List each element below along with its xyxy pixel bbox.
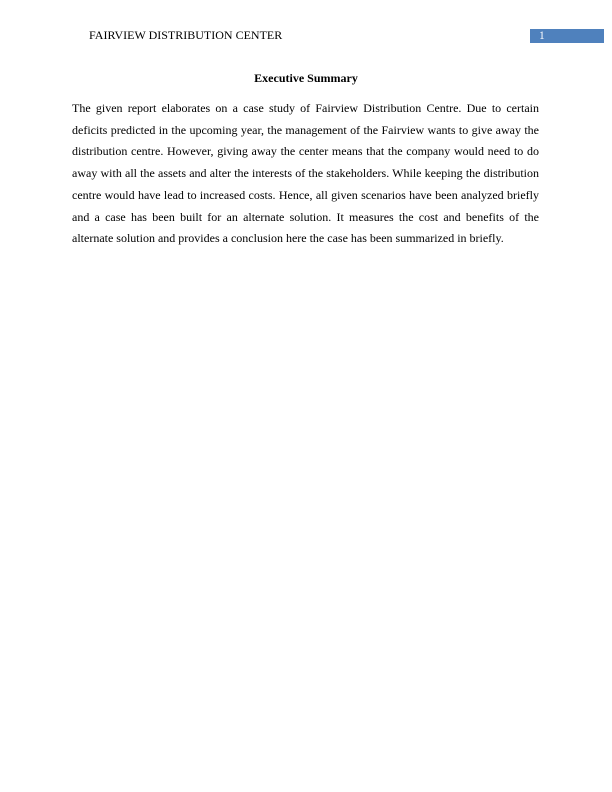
body-paragraph: The given report elaborates on a case study of Fairview Distribution Centre. Due to certain deficits predicted in the upcoming year, the management of the Fairview wants to give away the distribution centre. However, giving away the center means that the company would need to do away with all the assets and alter the interests of the stakeholders. While keeping the distribution centre would have lead to increased costs. Hence, all given scenarios have been analyzed briefly and a case has been built for an alternate solution. It measures the cost and benefits of the alternate solution and provides a conclusion here the case has been summarized in briefly. xyxy=(72,101,539,246)
page-number: 1 xyxy=(539,30,545,42)
page-number-badge xyxy=(530,29,604,43)
section-heading: Executive Summary xyxy=(254,71,358,85)
running-header-title: FAIRVIEW DISTRIBUTION CENTER xyxy=(89,28,283,42)
